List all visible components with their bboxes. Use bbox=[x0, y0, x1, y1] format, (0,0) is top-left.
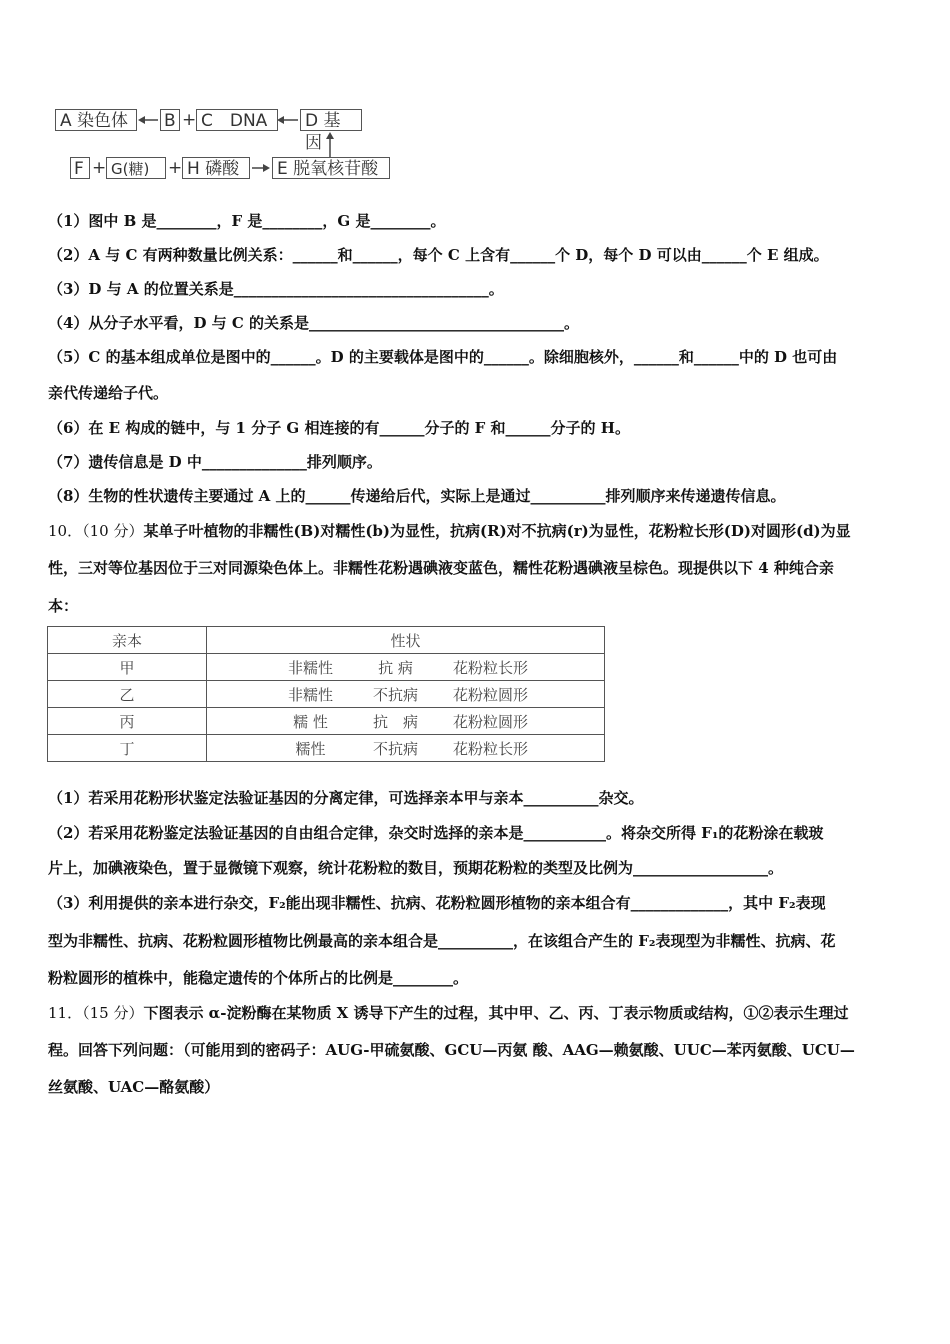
table-cell-parent: 甲 bbox=[48, 654, 207, 681]
q9-item-4: （4）从分子水平看，D 与 C 的关系是__________________________________。 bbox=[48, 314, 580, 332]
q10-sub-3: （3）利用提供的亲本进行杂交，F₂能出现非糯性、抗病、花粉粒圆形植物的亲本组合有_____________，其中 F₂表现 bbox=[48, 894, 826, 912]
q11-line-3: 丝氨酸、UAC—酪氨酸） bbox=[48, 1078, 220, 1096]
table-row bbox=[48, 708, 605, 735]
q9-item-2: （2）A 与 C 有两种数量比例关系：______和______，每个 C 上含有______个 D，每个 D 可以由______个 E 组成。 bbox=[48, 246, 829, 264]
q11-text-1: 下图表示 α-淀粉酶在某物质 X 诱导下产生的过程，其中甲、乙、丙、丁表示物质或结构，①②表示生理过 bbox=[143, 1004, 849, 1022]
table-cell-parent: 乙 bbox=[48, 681, 207, 708]
q9-item-5: （5）C 的基本组成单位是图中的______。D 的主要载体是图中的______。除细胞核外，______和______中的 D 也可由 bbox=[48, 348, 838, 366]
trait-pollen: 花粉粒圆形 bbox=[452, 685, 528, 704]
box-b: B bbox=[160, 109, 180, 131]
table-header-parent: 亲本 bbox=[48, 627, 207, 654]
table-header-row bbox=[48, 627, 605, 654]
trait-glutinous: 糯 性 bbox=[293, 712, 328, 731]
box-c-dna: C DNA bbox=[196, 109, 278, 131]
q10-sub-3-cont2: 粉粒圆形的植株中，能稳定遗传的个体所占的比例是________。 bbox=[48, 969, 469, 987]
plus-sign: + bbox=[168, 158, 183, 178]
box-a-chromosome: A 染色体 bbox=[55, 109, 137, 131]
trait-resistance: 不抗病 bbox=[372, 685, 418, 704]
box-e-deoxynucleotide: E 脱氧核苷酸 bbox=[272, 157, 390, 179]
q9-item-8: （8）生物的性状遗传主要通过 A 上的______传递给后代，实际上是通过__________排列顺序来传递遗传信息。 bbox=[48, 487, 786, 505]
table-row bbox=[48, 735, 605, 762]
trait-resistance: 抗 病 bbox=[378, 658, 413, 677]
box-d-gene: D 基因 bbox=[300, 109, 362, 131]
question-number: 10．（10 分） bbox=[48, 522, 144, 540]
box-h-phosphate: H 磷酸 bbox=[182, 157, 250, 179]
trait-glutinous: 非糯性 bbox=[287, 685, 333, 704]
q10-line-2: 性，三对等位基因位于三对同源染色体上。非糯性花粉遇碘液变蓝色，糯性花粉遇碘液呈棕色。现提供以下 4 种纯合亲 bbox=[48, 559, 834, 577]
trait-glutinous: 非糯性 bbox=[287, 658, 333, 677]
trait-resistance: 不抗病 bbox=[372, 739, 418, 758]
q10-sub-2-cont: 片上，加碘液染色，置于显微镜下观察，统计花粉粒的数目，预期花粉粒的类型及比例为__________________。 bbox=[48, 859, 784, 877]
q10-line-1 bbox=[48, 521, 851, 541]
q10-sub-1: （1）若采用花粉形状鉴定法验证基因的分离定律，可选择亲本甲与亲本__________杂交。 bbox=[48, 789, 644, 807]
q9-item-5-cont: 亲代传递给子代。 bbox=[48, 384, 169, 402]
trait-glutinous: 糯性 bbox=[295, 739, 326, 758]
q9-item-7: （7）遗传信息是 D 中______________排列顺序。 bbox=[48, 453, 382, 471]
table-row bbox=[48, 681, 605, 708]
table-cell-traits bbox=[207, 681, 605, 708]
q9-item-1: （1）图中 B 是________，F 是________，G 是________。 bbox=[48, 212, 446, 230]
plus-sign: + bbox=[92, 158, 107, 178]
table-header-trait: 性状 bbox=[207, 627, 605, 654]
table-cell-traits bbox=[207, 735, 605, 762]
table-cell-traits bbox=[207, 654, 605, 681]
parents-table bbox=[47, 626, 605, 762]
trait-resistance: 抗 病 bbox=[372, 712, 418, 731]
q10-text-1: 某单子叶植物的非糯性(B)对糯性(b)为显性，抗病(R)对不抗病(r)为显性，花粉粒长形(D)对圆形(d)为显 bbox=[143, 522, 851, 540]
box-g-sugar: G(糖) bbox=[106, 157, 166, 179]
box-f: F bbox=[70, 157, 90, 179]
q10-line-3: 本： bbox=[48, 597, 79, 615]
q10-sub-3-cont: 型为非糯性、抗病、花粉粒圆形植物比例最高的亲本组合是__________，在该组合产生的 F₂表现型为非糯性、抗病、花 bbox=[48, 932, 836, 950]
q10-sub-2: （2）若采用花粉鉴定法验证基因的自由组合定律，杂交时选择的亲本是___________。将杂交所得 F₁的花粉涂在载玻 bbox=[48, 824, 824, 842]
table-cell-parent: 丙 bbox=[48, 708, 207, 735]
q9-item-6: （6）在 E 构成的链中，与 1 分子 G 相连接的有______分子的 F 和______分子的 H。 bbox=[48, 419, 630, 437]
table-cell-parent: 丁 bbox=[48, 735, 207, 762]
table-cell-traits bbox=[207, 708, 605, 735]
plus-sign: + bbox=[182, 110, 197, 130]
trait-pollen: 花粉粒圆形 bbox=[452, 712, 528, 731]
q11-line-2: 程。回答下列问题：（可能用到的密码子：AUG-甲硫氨酸、GCU—丙氨 酸、AAG—赖氨酸、UUC—苯丙氨酸、UCU— bbox=[48, 1041, 855, 1059]
question-number: 11．（15 分） bbox=[48, 1004, 144, 1022]
trait-pollen: 花粉粒长形 bbox=[452, 739, 528, 758]
trait-pollen: 花粉粒长形 bbox=[452, 658, 528, 677]
q11-line-1 bbox=[48, 1003, 849, 1023]
table-row bbox=[48, 654, 605, 681]
q9-item-3: （3）D 与 A 的位置关系是__________________________________。 bbox=[48, 280, 504, 298]
